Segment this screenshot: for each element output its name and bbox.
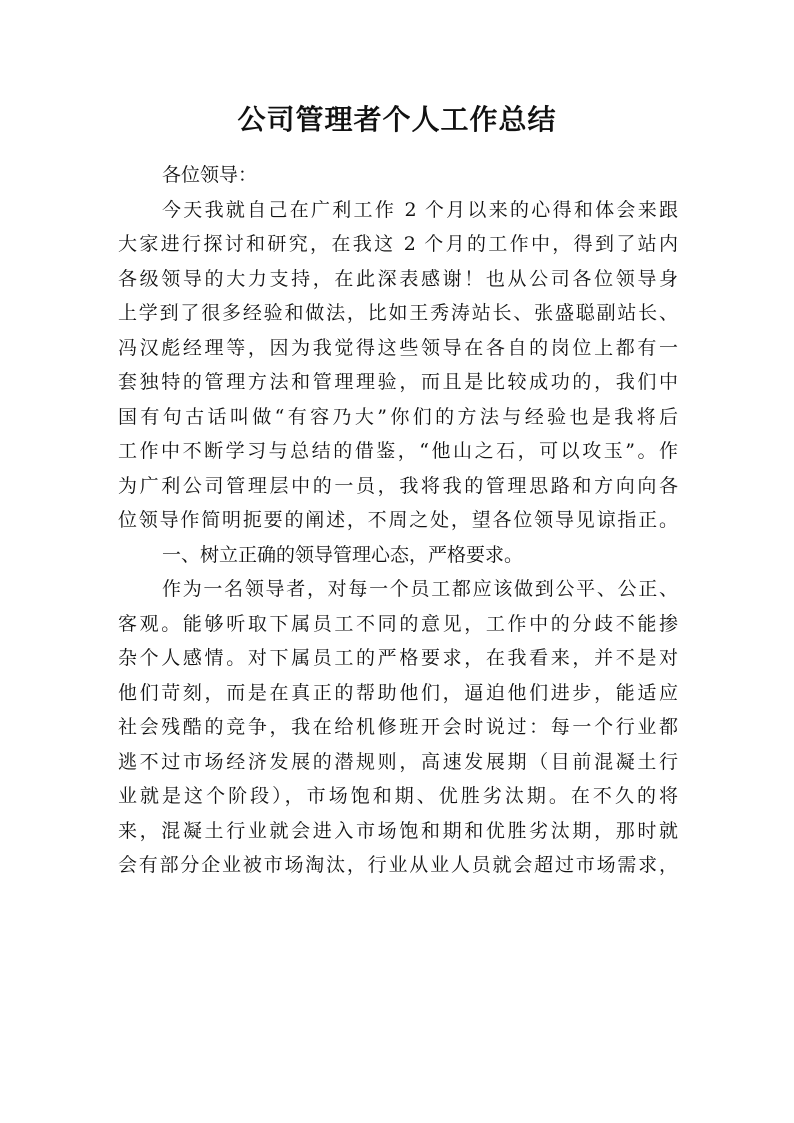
paragraph-line: 来，混凝土行业就会进入市场饱和期和优胜劣汰期，那时就 — [118, 819, 678, 842]
paragraph-line: 冯汉彪经理等，因为我觉得这些领导在各自的岗位上都有一 — [118, 336, 678, 359]
paragraph-line: 杂个人感情。对下属员工的严格要求，在我看来，并不是对 — [118, 647, 678, 669]
paragraph-line: 客观。能够听取下属员工不同的意见，工作中的分歧不能掺 — [118, 612, 678, 635]
paragraph-line: 工作中不断学习与总结的借鉴，“他山之石，可以攻玉”。作 — [118, 440, 678, 462]
paragraph-line: 套独特的管理方法和管理理验，而且是比较成功的，我们中 — [118, 371, 678, 393]
document-title: 公司管理者个人工作总结 — [237, 103, 557, 136]
paragraph-line: 上学到了很多经验和做法，比如王秀涛站长、张盛聪副站长、 — [118, 302, 678, 324]
paragraph-line: 作为一名领导者，对每一个员工都应该做到公平、公正、 — [162, 578, 678, 600]
document-body — [118, 158, 678, 883]
paragraph-line: 社会残酷的竞争，我在给机修班开会时说过：每一个行业都 — [118, 716, 678, 738]
paragraph-line: 今天我就自己在广利工作 2 个月以来的心得和体会来跟 — [162, 198, 678, 221]
paragraph-line: 各级领导的大力支持，在此深表感谢！也从公司各位领导身 — [118, 267, 678, 290]
section-heading: 一、树立正确的领导管理心态，严格要求。 — [162, 543, 524, 566]
paragraph-line: 位领导作简明扼要的阐述，不周之处，望各位领导见谅指正。 — [118, 509, 678, 531]
paragraph-line: 会有部分企业被市场淘汰，行业从业人员就会超过市场需求， — [118, 854, 678, 876]
paragraph-line: 逃不过市场经济发展的潜规则，高速发展期（目前混凝土行 — [118, 750, 678, 773]
paragraph-line: 国有句古话叫做“有容乃大”你们的方法与经验也是我将后 — [118, 405, 678, 428]
paragraph-line: 业就是这个阶段），市场饱和期、优胜劣汰期。在不久的将 — [118, 785, 678, 807]
greeting-line: 各位领导： — [162, 164, 258, 186]
paragraph-line: 为广利公司管理层中的一员，我将我的管理思路和方向向各 — [118, 474, 678, 497]
paragraph-line: 大家进行探讨和研究，在我这 2 个月的工作中，得到了站内 — [118, 233, 678, 255]
paragraph-line: 他们苛刻，而是在真正的帮助他们，逼迫他们进步，能适应 — [118, 681, 678, 704]
